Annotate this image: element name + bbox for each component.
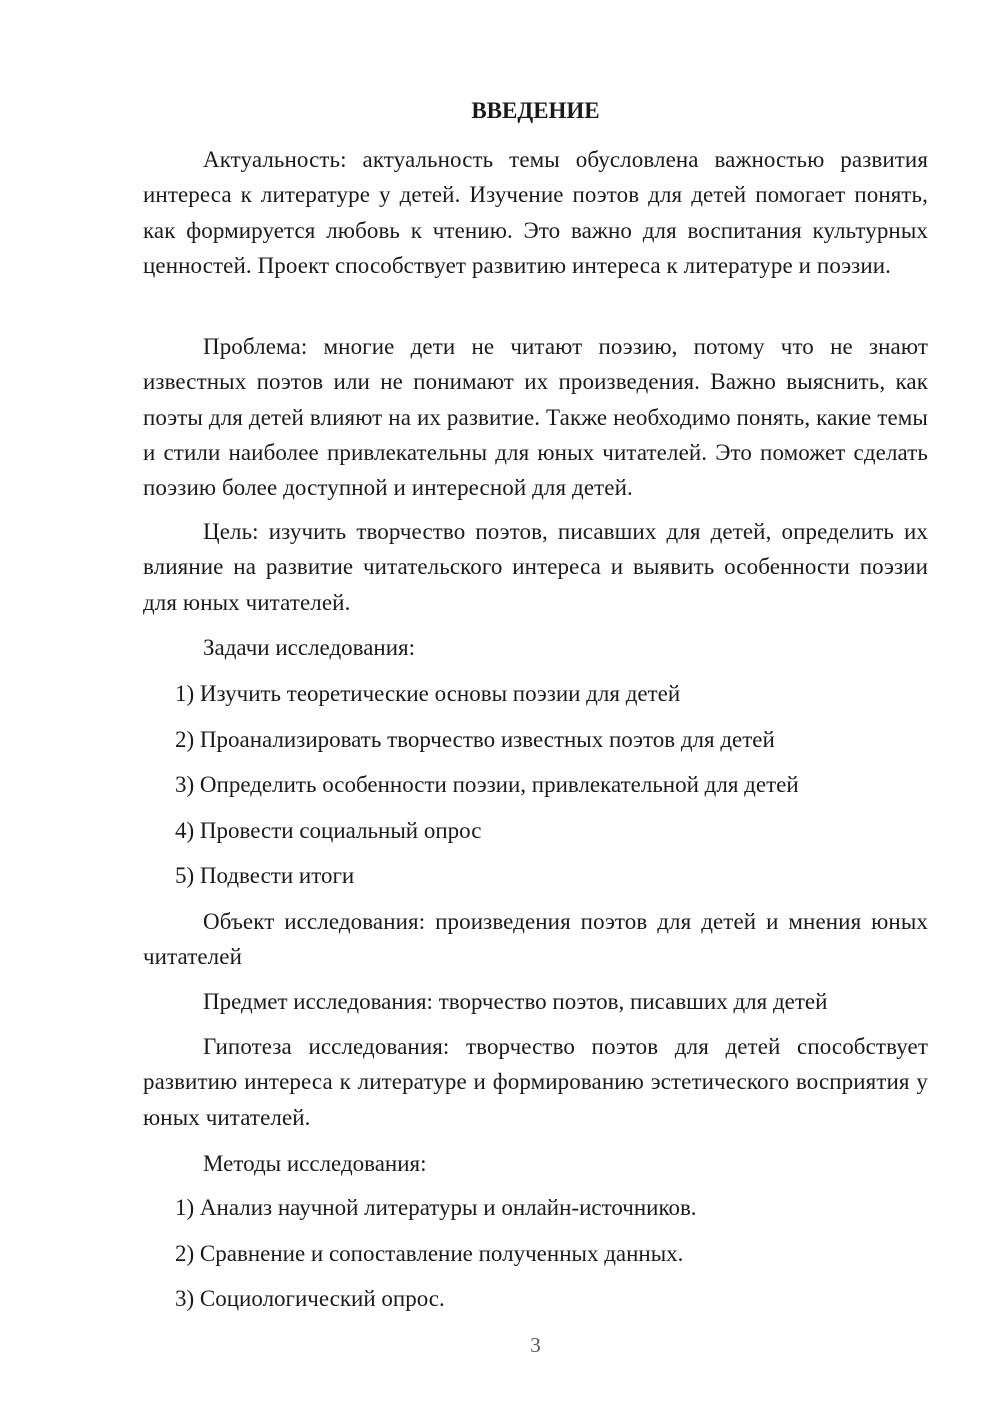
document-page — [143, 0, 928, 1414]
tasks-title: Задачи исследования: — [203, 635, 416, 660]
method-item-1: 1) Анализ научной литературы и онлайн-источников. — [175, 1195, 697, 1220]
hypothesis-paragraph: Гипотеза исследования: творчество поэтов для детей способствует развитию интереса к литературе и формированию эстетического восприятия у юных читателей. — [143, 1034, 928, 1130]
task-item-4: 4) Провести социальный опрос — [175, 818, 482, 843]
task-item-2: 2) Проанализировать творчество известных поэтов для детей — [175, 727, 775, 752]
problem-paragraph: Проблема: многие дети не читают поэзию, потому что не знают известных поэтов или не понимают их произведения. Важно выяснить, как поэты для детей влияют на их развитие. Также необходимо понять, какие темы и стили наиболее привлекательны для юных читателей. Это поможет сделать поэзию более доступной и интересной для детей. — [143, 334, 928, 501]
task-item-1: 1) Изучить теоретические основы поэзии для детей — [175, 681, 681, 706]
task-item-5: 5) Подвести итоги — [175, 863, 355, 888]
section-heading: ВВЕДЕНИЕ — [471, 98, 600, 123]
goal-paragraph: Цель: изучить творчество поэтов, писавших для детей, определить их влияние на развитие читательского интереса и выявить особенности поэзии для юных читателей. — [143, 519, 928, 615]
object-paragraph: Объект исследования: произведения поэтов для детей и мнения юных читателей — [143, 909, 928, 970]
page-number: 3 — [530, 1333, 541, 1357]
task-item-3: 3) Определить особенности поэзии, привлекательной для детей — [175, 772, 799, 797]
method-item-3: 3) Социологический опрос. — [175, 1286, 445, 1311]
actuality-paragraph: Актуальность: актуальность темы обусловлена важностью развития интереса к литературе у детей. Изучение поэтов для детей помогает понять, как формируется любовь к чтению. Это важно для воспитания культурных ценностей. Проект способствует развитию интереса к литературе и поэзии. — [143, 147, 928, 278]
methods-title: Методы исследования: — [203, 1151, 427, 1176]
method-item-2: 2) Сравнение и сопоставление полученных данных. — [175, 1241, 684, 1266]
subject-paragraph: Предмет исследования: творчество поэтов, писавших для детей — [203, 989, 828, 1014]
